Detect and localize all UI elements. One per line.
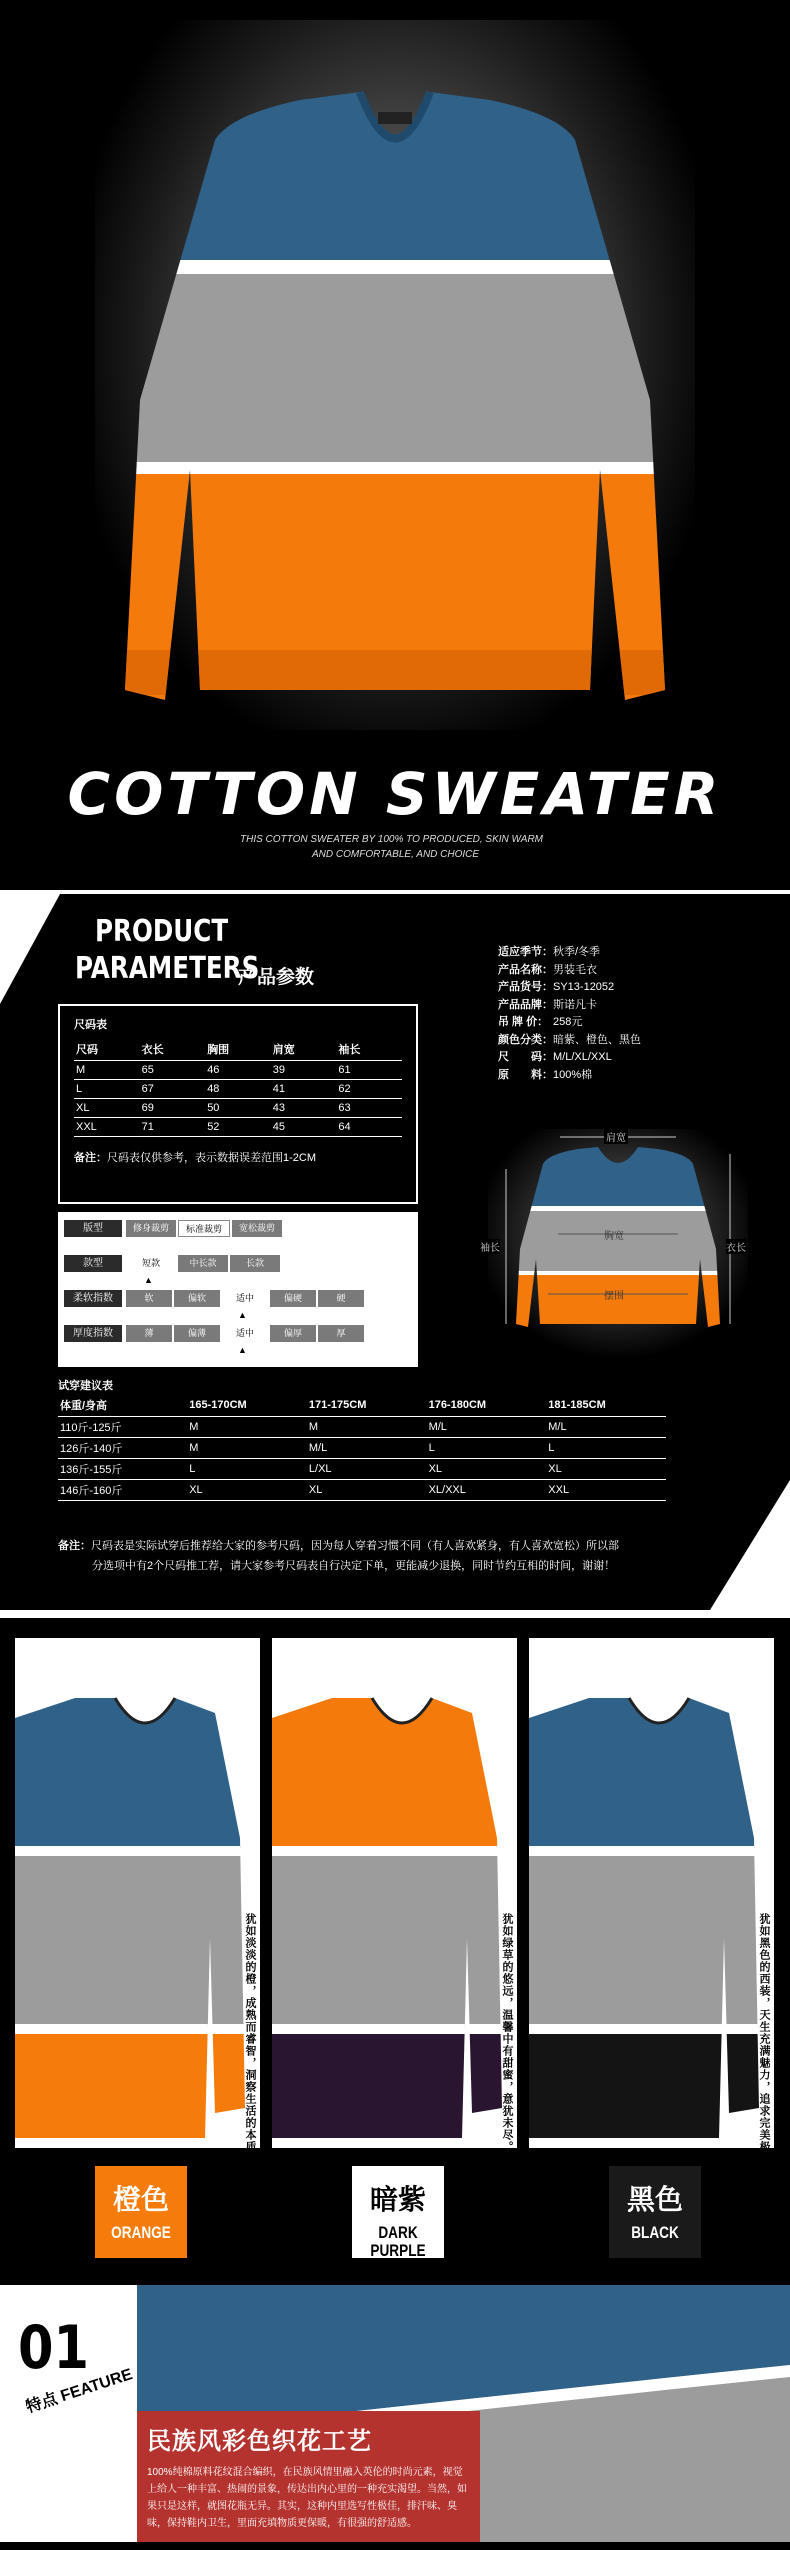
recommend-cell: XL	[546, 1459, 666, 1480]
fit-row-label: 款型	[64, 1255, 122, 1272]
size-chart-note	[74, 1149, 402, 1165]
feature-number: 01	[18, 2313, 89, 2383]
spec-item	[498, 1049, 641, 1067]
recommend-cell: XL/XXL	[427, 1480, 547, 1501]
recommend-cell: XL	[187, 1480, 307, 1501]
size-row	[74, 1080, 402, 1099]
fit-row-label: 柔软指数	[64, 1290, 122, 1307]
fit-option: 硬	[318, 1290, 364, 1307]
measure-sleeve-label: 袖长	[480, 1239, 500, 1254]
spec-value: M/L/XL/XXL	[553, 1051, 612, 1063]
size-note-label: 备注：	[74, 1152, 107, 1164]
corner-decoration-top	[0, 894, 60, 1004]
recommend-cell: L	[427, 1438, 547, 1459]
size-cell: 65	[140, 1061, 206, 1080]
recommend-header-cell: 体重/身高	[58, 1394, 187, 1417]
size-header-cell: 胸围	[205, 1038, 271, 1061]
recommend-cell: XL	[307, 1480, 427, 1501]
recommend-cell: L	[546, 1438, 666, 1459]
recommend-note-line1	[58, 1536, 698, 1556]
spec-value: 男装毛衣	[553, 963, 597, 976]
color-name-en: DARK PURPLE	[370, 2223, 426, 2260]
fit-option: 修身裁剪	[126, 1220, 176, 1237]
fit-option: 长款	[230, 1255, 280, 1272]
recommend-header-cell: 181-185CM	[546, 1394, 666, 1417]
fit-option: 偏软	[174, 1290, 220, 1307]
size-header-cell: 肩宽	[271, 1038, 337, 1061]
fit-option: 偏硬	[270, 1290, 316, 1307]
fit-option: 宽松裁剪	[232, 1220, 282, 1237]
size-header-cell: 袖长	[336, 1038, 402, 1061]
color-sweater-image	[272, 1638, 517, 2148]
recommend-note	[58, 1536, 698, 1576]
spec-value: 秋季/冬季	[553, 946, 601, 958]
color-name-en: ORANGE	[111, 2223, 171, 2242]
spec-key: 产品货号：	[498, 981, 553, 993]
spec-key: 尺 码：	[498, 1051, 553, 1063]
spec-value: 258元	[553, 1016, 583, 1028]
spec-list	[498, 944, 641, 1084]
fit-option: 适中	[222, 1325, 268, 1342]
size-cell: 39	[271, 1061, 337, 1080]
product-parameters	[0, 890, 790, 1610]
size-cell: 52	[205, 1118, 271, 1137]
spec-value: 100%棉	[553, 1068, 593, 1081]
color-sweater-image	[15, 1638, 260, 2148]
fit-selected-marker: ▲	[238, 1310, 247, 1320]
size-cell: 46	[205, 1061, 271, 1080]
fit-option: 中长款	[178, 1255, 228, 1272]
params-title-en-2: PARAMETERS	[75, 951, 260, 986]
fit-option: 偏薄	[174, 1325, 220, 1342]
collar-label	[378, 112, 412, 124]
color-badge	[609, 2166, 701, 2258]
size-row	[74, 1118, 402, 1137]
size-chart	[58, 1004, 418, 1204]
recommend-cell: M/L	[307, 1438, 427, 1459]
feature-heading: 民族风彩色织花工艺	[147, 2428, 372, 2455]
fit-selected-marker: ▲	[238, 1345, 247, 1355]
hero-subtitle-line2: AND COMFORTABLE, AND CHOICE	[312, 849, 480, 860]
fit-option: 标准裁剪	[178, 1220, 230, 1237]
feature-box	[137, 2411, 480, 2542]
size-chart-body	[74, 1061, 402, 1137]
fit-row	[64, 1220, 412, 1255]
recommend-body	[58, 1417, 666, 1501]
size-cell: 67	[140, 1080, 206, 1099]
recommend-cell: XL	[427, 1459, 547, 1480]
recommend-header-cell: 165-170CM	[187, 1394, 307, 1417]
color-panel	[529, 1638, 774, 2148]
spec-value: SY13-12052	[553, 981, 615, 993]
size-cell: XXL	[74, 1118, 140, 1137]
size-cell: 63	[336, 1099, 402, 1118]
recommend-note-line2: 分选项中有2个尺码推工荐，请大家参考尺码表自行决定下单，更能减少退换，同时节约互相的时间，谢谢！	[92, 1560, 616, 1572]
spec-item	[498, 1032, 641, 1050]
feature-label: 特点 FEATURE	[23, 2366, 135, 2417]
color-badge	[95, 2166, 187, 2258]
fit-selected-marker: ▲	[144, 1275, 153, 1285]
fit-option: 软	[126, 1290, 172, 1307]
color-caption: 犹如黑色的西装，天生充满魅力，追求完美极致。	[758, 1913, 770, 2177]
color-caption: 犹如淡淡的橙，成熟而睿智，洞察生活的本质。	[244, 1913, 256, 2165]
size-cell: 48	[205, 1080, 271, 1099]
size-cell: 43	[271, 1099, 337, 1118]
measure-diagram	[480, 1129, 748, 1359]
spec-item	[498, 1067, 641, 1085]
recommend-cell: 146斤-160斤	[58, 1480, 187, 1501]
color-panel	[15, 1638, 260, 2148]
spec-key: 吊 牌 价：	[498, 1016, 549, 1028]
spec-item	[498, 962, 641, 980]
hero-subtitle	[240, 832, 640, 862]
size-cell: 62	[336, 1080, 402, 1099]
color-name-cn: 黑色	[626, 2184, 683, 2215]
feature-text: 100%纯棉原料花纹混合编织，在民族风情里融入英伦的时尚元素，视觉上给人一种丰富、热闹的景象，传达出内心里的一种充实渴望。当然，如果只是这样，就图花瓶无异。其实，这种内里选写性极佳，排汗味、臭味，保持鞋内卫生，里面充填物质更保暖，有很强的舒适感。	[147, 2467, 467, 2529]
spec-key: 适应季节：	[498, 946, 553, 958]
size-cell: L	[74, 1080, 140, 1099]
spec-key: 产品品牌：	[498, 998, 553, 1011]
spec-value: 暗紫、橙色、黑色	[553, 1033, 641, 1046]
fit-index-panel	[58, 1212, 418, 1367]
color-badge	[352, 2166, 444, 2258]
size-row	[74, 1061, 402, 1080]
size-header-cell: 衣长	[140, 1038, 206, 1061]
spec-item	[498, 1014, 641, 1032]
spec-item	[498, 944, 641, 962]
params-title-en-1: PRODUCT	[95, 914, 229, 949]
size-cell: 45	[271, 1118, 337, 1137]
recommend-table	[58, 1394, 666, 1501]
size-chart-caption: 尺码表	[74, 1019, 107, 1031]
corner-decoration-bottom	[710, 1480, 790, 1610]
fit-row	[64, 1325, 412, 1360]
hero-title: COTTON SWEATER	[67, 760, 723, 828]
spec-key: 颜色分类：	[498, 1033, 553, 1046]
recommend-row	[58, 1438, 666, 1459]
fit-option: 薄	[126, 1325, 172, 1342]
recommend-row	[58, 1459, 666, 1480]
recommend-header	[58, 1394, 666, 1417]
measure-shoulder-label: 肩宽	[604, 1129, 628, 1144]
spec-item	[498, 979, 641, 997]
recommend-header-cell: 171-175CM	[307, 1394, 427, 1417]
recommend-cell: XXL	[546, 1480, 666, 1501]
measure-hem-label: 摆围	[604, 1291, 624, 1302]
recommend-row	[58, 1480, 666, 1501]
size-cell: 71	[140, 1118, 206, 1137]
size-cell: XL	[74, 1099, 140, 1118]
size-header-cell: 尺码	[74, 1038, 140, 1061]
recommend-cell: 136斤-155斤	[58, 1459, 187, 1480]
recommend-cell: 110斤-125斤	[58, 1417, 187, 1438]
size-note-text: 尺码表仅供参考，表示数据误差范围1-2CM	[107, 1152, 317, 1164]
spec-item	[498, 997, 641, 1015]
fit-row	[64, 1255, 412, 1290]
recommend-cell: 126斤-140斤	[58, 1438, 187, 1459]
recommend-header-cell: 176-180CM	[427, 1394, 547, 1417]
spec-value: 斯诺凡卡	[553, 998, 597, 1011]
recommend-cell: M	[307, 1417, 427, 1438]
hero-sweater-image	[0, 0, 790, 750]
recommend-cell: M	[187, 1417, 307, 1438]
measure-length-label: 衣长	[726, 1239, 746, 1254]
recommend-note-text1: 尺码表是实际试穿后推荐给大家的参考尺码，因为每人穿着习惯不同（有人喜欢紧身，有人喜欢宽松）所以部	[91, 1540, 619, 1552]
recommend-cell: L	[187, 1459, 307, 1480]
recommend-cell: L/XL	[307, 1459, 427, 1480]
fit-option: 厚	[318, 1325, 364, 1342]
fit-row-label: 版型	[64, 1220, 122, 1237]
fit-option: 偏厚	[270, 1325, 316, 1342]
size-cell: M	[74, 1061, 140, 1080]
params-title-cn: 产品参数	[238, 967, 315, 988]
size-cell: 64	[336, 1118, 402, 1137]
color-name-en: BLACK	[631, 2223, 679, 2242]
size-row	[74, 1099, 402, 1118]
color-panel	[272, 1638, 517, 2148]
size-cell: 69	[140, 1099, 206, 1118]
recommend-caption: 试穿建议表	[58, 1380, 113, 1392]
hero-subtitle-line1: THIS COTTON SWEATER BY 100% TO PRODUCED, SKIN WARM	[240, 834, 544, 845]
color-caption: 犹如绿草的悠远，温馨中有甜蜜，意犹未尽。	[501, 1913, 513, 2153]
size-cell: 41	[271, 1080, 337, 1099]
color-name-cn: 橙色	[112, 2184, 169, 2215]
size-cell: 61	[336, 1061, 402, 1080]
fit-row-label: 厚度指数	[64, 1325, 122, 1342]
hero-banner	[0, 0, 790, 890]
size-chart-table	[74, 1038, 402, 1137]
fit-option: 短款	[126, 1255, 176, 1272]
recommend-row	[58, 1417, 666, 1438]
fit-option: 适中	[222, 1290, 268, 1307]
feature-section	[0, 2285, 790, 2542]
recommend-cell: M	[187, 1438, 307, 1459]
color-name-cn: 暗紫	[369, 2184, 426, 2215]
color-options	[0, 1610, 790, 2285]
spec-key: 原 料：	[498, 1068, 553, 1081]
color-sweater-image	[529, 1638, 774, 2148]
spec-key: 产品名称：	[498, 963, 553, 976]
recommend-note-label: 备注：	[58, 1540, 91, 1552]
recommend-cell: M/L	[427, 1417, 547, 1438]
size-chart-header	[74, 1038, 402, 1061]
measure-sweater-image	[488, 1129, 748, 1359]
recommend-cell: M/L	[546, 1417, 666, 1438]
measure-chest-label: 胸宽	[604, 1231, 624, 1242]
size-cell: 50	[205, 1099, 271, 1118]
fit-row	[64, 1290, 412, 1325]
